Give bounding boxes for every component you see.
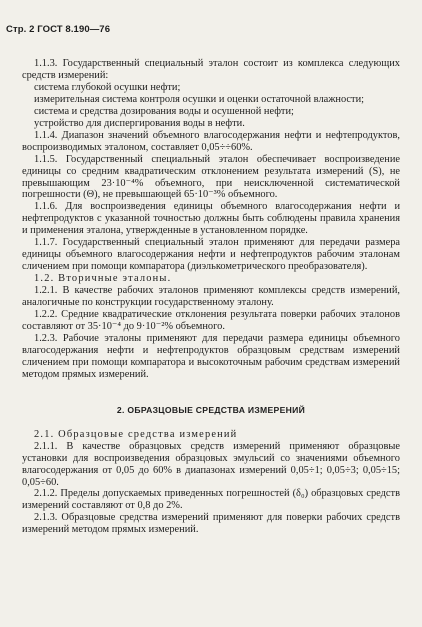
paragraph-2-1-1: 2.1.1. В качестве образцовых средств измерений применяют образцовые установки для воспроизведения образцовых эмульсий со значениями объемного влагосодержания от 0,05 до 60% в диапазонах измерений 0,05÷1; 0,05÷3; 0,05÷15; 0,05÷60. bbox=[22, 440, 400, 488]
paragraph-1-2-3: 1.2.3. Рабочие эталоны применяют для передачи размера единицы объемного влагосодержания нефти и нефтепродуктов образцовым средствам измерений сличением при помощи компаратора и высокоточным рабочим средствам измерений методом прямых измерений. bbox=[22, 332, 400, 380]
document-body bbox=[22, 58, 400, 536]
paragraph-1-2-1: 1.2.1. В качестве рабочих эталонов применяют комплексы средств измерений, аналогичные по конструкции государственному эталону. bbox=[22, 285, 400, 309]
paragraph-1-1-3: 1.1.3. Государственный специальный эталон состоит из комплекса следующих средств измерений: bbox=[22, 58, 400, 81]
list-item: измерительная система контроля осушки и оценки остаточной влажности; bbox=[34, 93, 365, 105]
paragraph-1-1-4: 1.1.4. Диапазон значений объемного влагосодержания нефти и нефтепродуктов, воспроизводимых эталоном, составляет 0,05÷÷60%. bbox=[22, 129, 400, 153]
subsection-heading-2-1: 2.1. Образцовые средства измерений bbox=[34, 428, 238, 440]
paragraph-1-1-6: 1.1.6. Для воспроизведения единицы объемного влагосодержания нефти и нефтепродуктов с указанной точностью должны быть соблюдены правила хранения и применения эталона, утвержденные в установленном порядке. bbox=[22, 201, 400, 237]
paragraph-2-1-3: 2.1.3. Образцовые средства измерений применяют для поверки рабочих средств измерений методом прямых измерений. bbox=[22, 512, 400, 536]
paragraph-1-1-5: 1.1.5. Государственный специальный эталон обеспечивает воспроизведение единицы со средним квадратическим отклонением результата измерений (S), не превышающим 23·10⁻⁴% объемного, при неисключенной систематической погрешности (Θ), не превышающей 65·10⁻³% объемного. bbox=[22, 153, 400, 201]
paragraph-2-1-2: 2.1.2. Пределы допускаемых приведенных погрешностей (δ₀) образцовых средств измерений составляют от 0,8 до 2%. bbox=[22, 488, 400, 512]
list-item: система и средства дозирования воды и осушенной нефти; bbox=[34, 105, 294, 117]
subsection-heading-1-2: 1.2. Вторичные эталоны. bbox=[34, 273, 172, 285]
section-title-2: 2. ОБРАЗЦОВЫЕ СРЕДСТВА ИЗМЕРЕНИЙ bbox=[116, 404, 306, 415]
paragraph-1-1-7: 1.1.7. Государственный специальный эталон применяют для передачи размера единицы объемного влагосодержания нефти и нефтепродуктов рабочим эталонам сличением при помощи компаратора (диэлькометрического преобразователя). bbox=[22, 237, 400, 273]
page-header: Стр. 2 ГОСТ 8.190—76 bbox=[6, 24, 111, 35]
paragraph-1-2-2: 1.2.2. Средние квадратические отклонения результата поверки рабочих эталонов составляют от 35·10⁻⁴ до 9·10⁻²% объемного. bbox=[22, 309, 400, 332]
list-item: система глубокой осушки нефти; bbox=[34, 81, 181, 93]
list-item: устройство для диспергирования воды в нефти. bbox=[34, 117, 245, 129]
